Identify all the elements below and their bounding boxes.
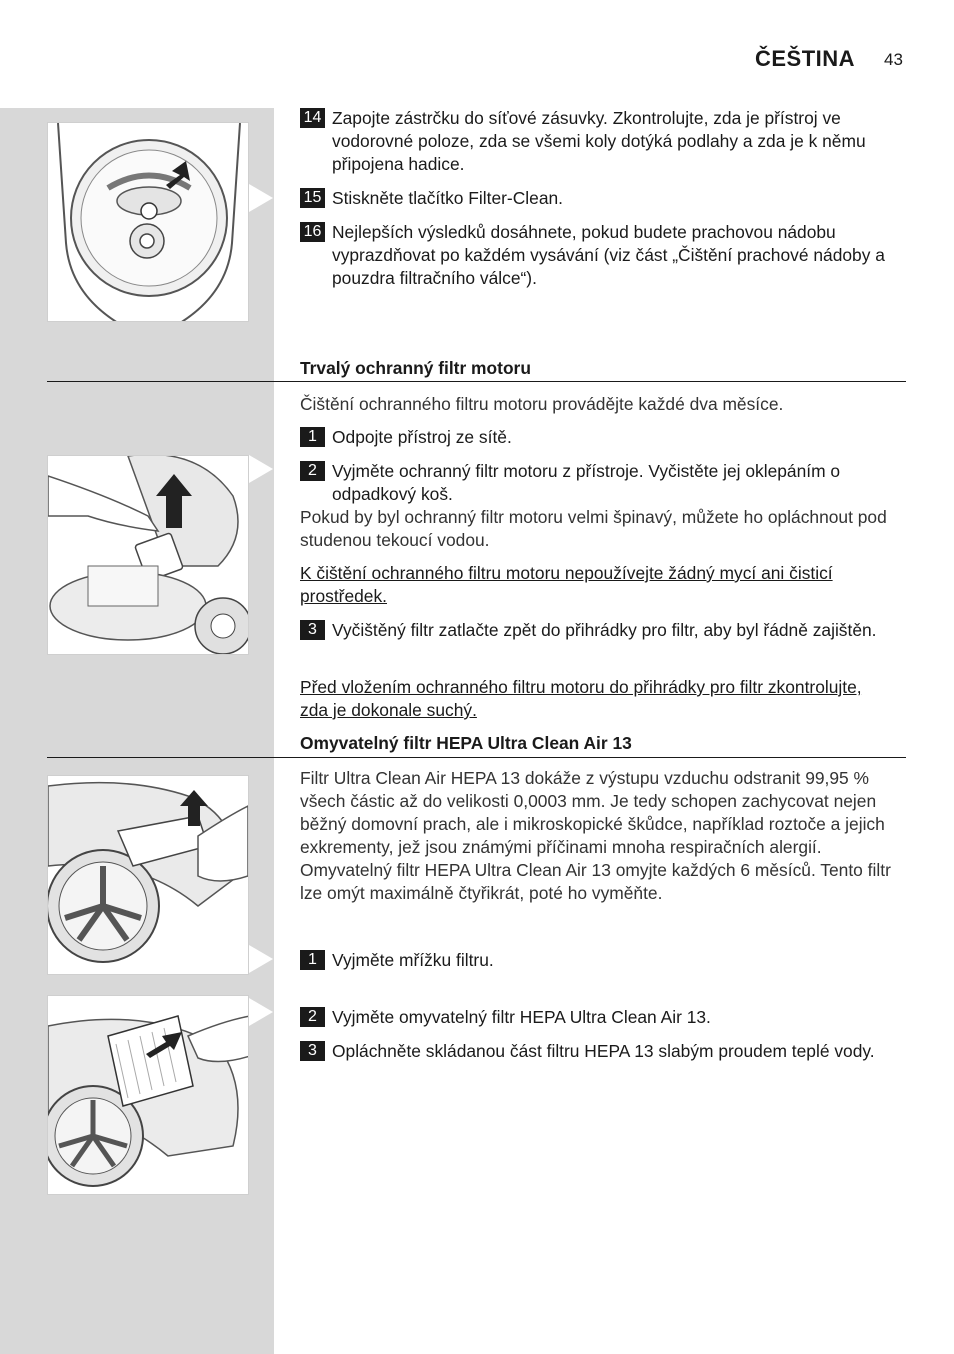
step-number: 2 xyxy=(300,1007,325,1027)
illustration-hepa-filter-removal xyxy=(47,995,249,1195)
motor-step-2-note: Pokud by byl ochranný filtr motoru velmi špinavý, můžete ho opláchnout pod studenou tekoucí vodou. xyxy=(300,507,887,550)
illustration-filter-clean-button xyxy=(47,122,249,322)
language-header: ČEŠTINA xyxy=(755,46,856,71)
step-number: 14 xyxy=(300,108,325,128)
step-text: Odpojte přístroj ze sítě. xyxy=(332,427,512,447)
figure-pointer xyxy=(249,945,273,973)
step-text: Vyjměte mřížku filtru. xyxy=(332,950,494,970)
section-heading-hepa-filter: Omyvatelný filtr HEPA Ultra Clean Air 13 xyxy=(300,733,632,753)
section-rule xyxy=(47,757,906,758)
section-heading-motor-filter: Trvalý ochranný filtr motoru xyxy=(300,358,531,378)
figure-pointer xyxy=(249,184,273,212)
motor-warning-detergent: K čištění ochranného filtru motoru nepoužívejte žádný mycí ani čisticí prostředek. xyxy=(300,563,833,606)
motor-filter-intro: Čištění ochranného filtru motoru provádějte každé dva měsíce. xyxy=(300,394,784,414)
step-text: Vyčištěný filtr zatlačte zpět do přihrádky pro filtr, aby byl řádně zajištěn. xyxy=(332,620,877,640)
step-number: 1 xyxy=(300,427,325,447)
step-number: 1 xyxy=(300,950,325,970)
step-text: Zapojte zástrčku do síťové zásuvky. Zkontrolujte, zda je přístroj ve vodorovné poloze, zda se všemi koly dotýká podlahy a zda je k němu připojena hadice. xyxy=(332,108,866,174)
step-text: Stiskněte tlačítko Filter-Clean. xyxy=(332,188,563,208)
figure-pointer xyxy=(249,455,273,483)
step-number: 3 xyxy=(300,1041,325,1061)
step-text: Vyjměte ochranný filtr motoru z přístroje. Vyčistěte jej oklepáním o odpadkový koš. xyxy=(332,461,841,504)
step-text: Opláchněte skládanou část filtru HEPA 13 slabým proudem teplé vody. xyxy=(332,1041,875,1061)
section-rule xyxy=(47,381,906,382)
step-text: Nejlepších výsledků dosáhnete, pokud budete prachovou nádobu vyprazdňovat po každém vysávání (viz část „Čištění prachové nádoby a pouzdra filtračního válce“). xyxy=(332,222,885,288)
hepa-filter-intro: Filtr Ultra Clean Air HEPA 13 dokáže z výstupu vzduchu odstranit 99,95 % všech částic až do velikosti 0,0003 mm. Je tedy schopen zachycovat nejen běžný domovní prach, ale i mikroskopické škůdce, například roztoče a jejich exkrementy, jež jsou známými příčinami mnoha respiračních alergií. Omyvatelný filtr HEPA Ultra Clean Air 13 omyjte každých 6 měsíců. Tento filtr lze omýt maximálně čtyřikrát, poté ho vyměňte. xyxy=(300,768,891,903)
illustration-filter-grille-removal xyxy=(47,775,249,975)
step-number: 15 xyxy=(300,188,325,208)
step-number: 16 xyxy=(300,222,325,242)
illustration-motor-filter-removal xyxy=(47,455,249,655)
figure-pointer xyxy=(249,998,273,1026)
page-number: 43 xyxy=(884,50,903,69)
step-text: Vyjměte omyvatelný filtr HEPA Ultra Clean Air 13. xyxy=(332,1007,711,1027)
step-number: 2 xyxy=(300,461,325,481)
motor-warning-dry: Před vložením ochranného filtru motoru do přihrádky pro filtr zkontrolujte, zda je dokonale suchý. xyxy=(300,677,862,720)
step-number: 3 xyxy=(300,620,325,640)
